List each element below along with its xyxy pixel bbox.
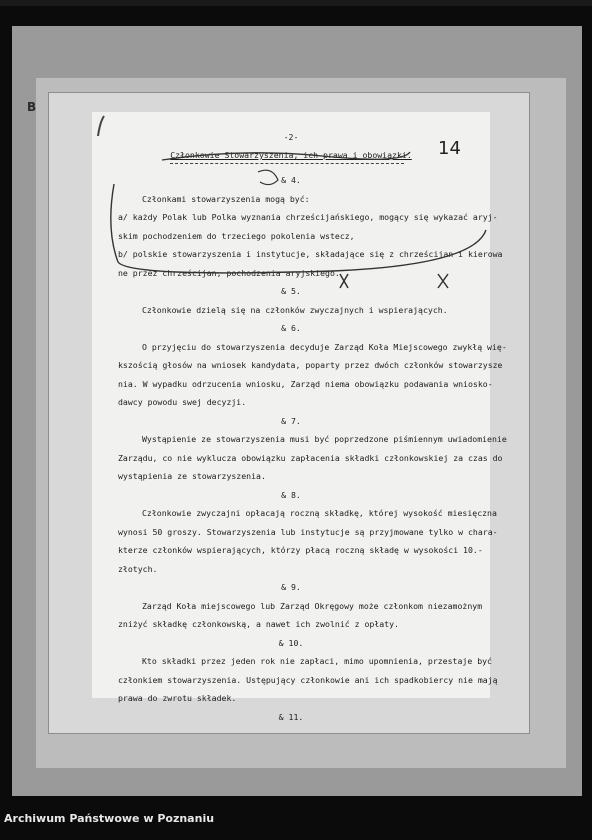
document-line: prawa do zwrotu składek. bbox=[118, 693, 237, 703]
document-line: Wystąpienie ze stowarzyszenia musi być poprzedzone piśmiennym uwiadomienie bbox=[142, 434, 507, 444]
title-dashed-rule bbox=[170, 163, 404, 164]
document-line: wystąpienia ze stowarzyszenia. bbox=[118, 471, 266, 481]
document-line: O przyjęciu do stowarzyszenia decyduje Zarząd Koła Miejscowego zwykłą wię- bbox=[142, 341, 507, 352]
document-text bbox=[92, 112, 507, 722]
scan-top-edge bbox=[0, 0, 592, 6]
document-line: Członkowie zwyczajni opłacają roczną składkę, której wysokość miesięczna bbox=[142, 508, 497, 518]
document-line: ne przez chrześcijan, pochodzenia aryjskiego. bbox=[118, 267, 340, 278]
document-line: skim pochodzeniem do trzeciego pokolenia wstecz, bbox=[118, 230, 355, 241]
document-line: nia. W wypadku odrzucenia wniosku, Zarząd niema obowiązku podawania wniosko- bbox=[118, 378, 493, 389]
section-marker: & 6. bbox=[281, 323, 301, 333]
document-line: b/ polskie stowarzyszenia i instytucje, składające się z chrześcijan i kierowa bbox=[118, 249, 503, 259]
document-line: zniżyć składkę członkowską, a nawet ich zwolnić z opłaty. bbox=[118, 619, 399, 629]
document-line: złotych. bbox=[118, 563, 158, 574]
document-line: Członkami stowarzyszenia mogą być: bbox=[142, 193, 310, 204]
handwritten-number: 14 bbox=[438, 138, 461, 159]
document-line: kterze członków wspierających, którzy płacą roczną składę w wysokości 10.- bbox=[118, 545, 483, 555]
section-marker: & 11. bbox=[278, 711, 304, 722]
document-line: Zarząd Koła miejscowego lub Zarząd Okręgowy może członkom niezamożnym bbox=[142, 600, 483, 611]
document-line: wynosi 50 groszy. Stowarzyszenia lub instytucje są przyjmowane tylko w chara- bbox=[118, 526, 498, 537]
document-line: a/ każdy Polak lub Polka wyznania chrześcijańskiego, mogący się wykazać aryj- bbox=[118, 212, 498, 222]
section-marker: & 8. bbox=[281, 489, 301, 500]
archive-caption: Archiwum Państwowe w Poznaniu bbox=[4, 812, 215, 825]
document-page bbox=[92, 112, 507, 722]
document-line: Członkowie dzielą się na członków zwyczajnych i wspierających. bbox=[142, 304, 448, 315]
page-title: Członkowie Stowarzyszenia, ich prawa i obowiązki. bbox=[170, 150, 412, 160]
page-marker: -2- bbox=[283, 132, 299, 142]
scan-letter: B bbox=[27, 100, 37, 114]
document-line: Zarządu, co nie wyklucza obowiązku zapłacenia składki członkowskiej za czas do bbox=[118, 452, 503, 463]
section-marker: & 4. bbox=[281, 175, 301, 185]
section-marker: & 5. bbox=[281, 286, 301, 296]
section-marker: & 9. bbox=[281, 582, 301, 592]
document-line: dawcy powodu swej decyzji. bbox=[118, 397, 247, 407]
document-line: członkiem stowarzyszenia. Ustępujący członkowie ani ich spadkobiercy nie mają bbox=[118, 674, 498, 685]
section-marker: & 10. bbox=[278, 637, 304, 648]
document-line: kszością głosów na wniosek kandydata, poparty przez dwóch członków stowarzysze bbox=[118, 360, 503, 370]
document-line: Kto składki przez jeden rok nie zapłaci, mimo upomnienia, przestaje być bbox=[142, 656, 492, 666]
section-marker: & 7. bbox=[281, 415, 301, 426]
